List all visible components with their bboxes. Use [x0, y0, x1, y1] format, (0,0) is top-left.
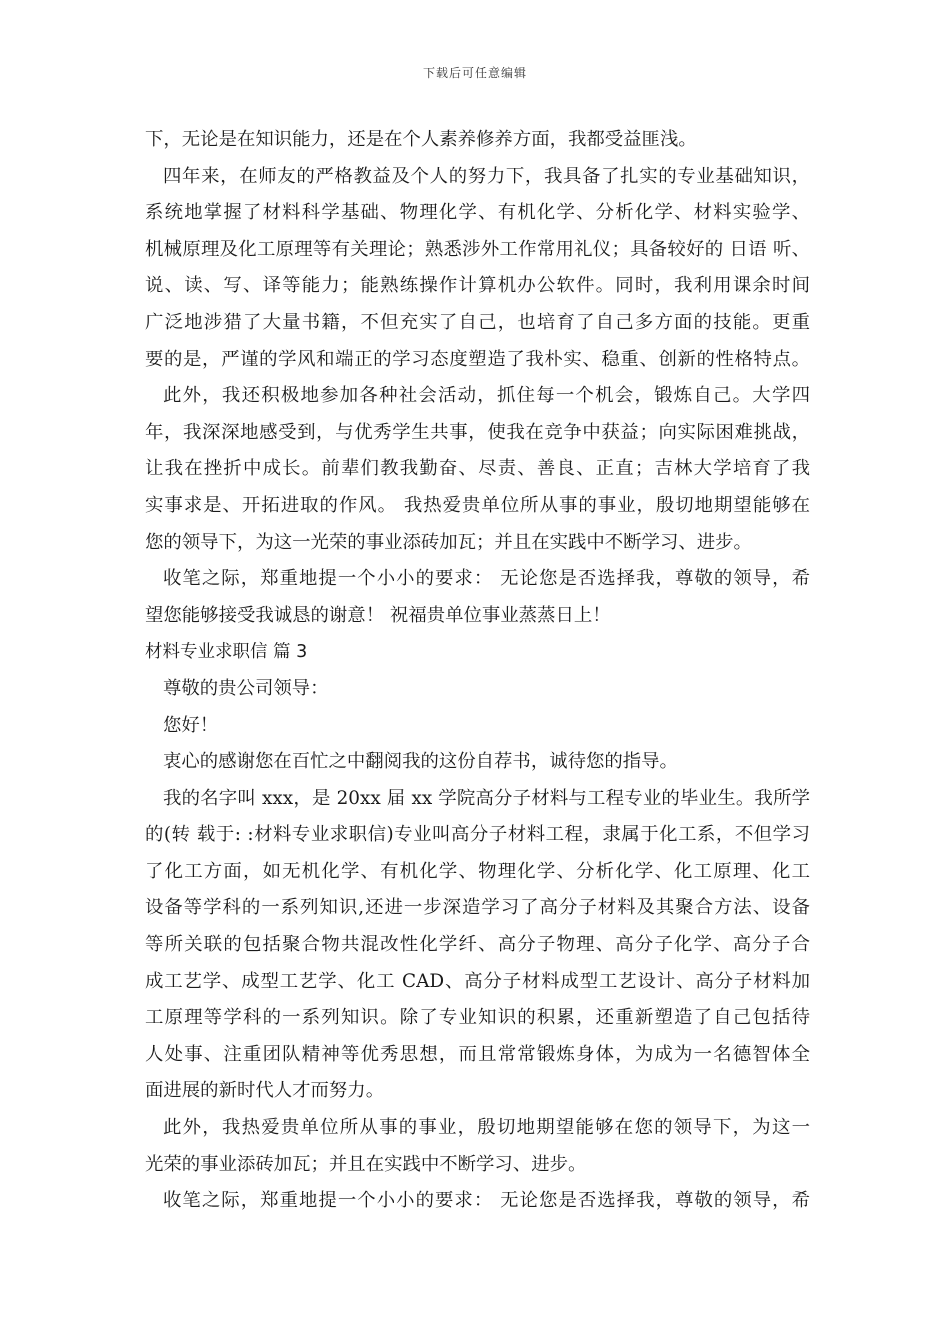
text-line: 了化工方面，如无机化学、有机化学、物理化学、分析化学、化工原理、化工: [145, 860, 810, 882]
text-line: 我的名字叫 xxx，是 20xx 届 xx 学院高分子材料与工程专业的毕业生。我所学: [163, 787, 810, 809]
text-line: 成工艺学、成型工艺学、化工 CAD、高分子材料成型工艺设计、高分子材料加: [145, 970, 810, 992]
document-body: [145, 122, 810, 1220]
page-header: 下载后可任意编辑: [422, 66, 527, 80]
text-line: 此外，我还积极地参加各种社会活动，抓住每一个机会，锻炼自己。大学四: [163, 385, 810, 407]
text-line: 等所关联的包括聚合物共混改性化学纤、高分子物理、高分子化学、高分子合: [145, 934, 810, 956]
text-line: 设备等学科的一系列知识,还进一步深造学习了高分子材料及其聚合方法、设备: [145, 897, 810, 919]
text-line: 面进展的新时代人才而努力。: [145, 1080, 385, 1102]
text-line: 要的是，严谨的学风和端正的学习态度塑造了我朴实、稳重、创新的性格特点。: [145, 348, 810, 370]
text-line: 收笔之际，郑重地提一个小小的要求： 无论您是否选择我，尊敬的领导，希: [163, 568, 810, 590]
text-line: 系统地掌握了材料科学基础、物理化学、有机化学、分析化学、材料实验学、: [145, 202, 810, 224]
text-line: 人处事、注重团队精神等优秀思想，而且常常锻炼身体，为成为一名德智体全: [145, 1043, 810, 1065]
text-line: 年，我深深地感受到，与优秀学生共事，使我在竞争中获益；向实际困难挑战，: [145, 421, 810, 443]
text-line: 的(转 载于: :材料专业求职信)专业叫高分子材料工程，隶属于化工系，不但学习: [145, 824, 810, 846]
text-line: 工原理等学科的一系列知识。除了专业知识的积累，还重新塑造了自己包括待: [145, 1007, 810, 1029]
text-line: 此外，我热爱贵单位所从事的事业，殷切地期望能够在您的领导下，为这一: [163, 1117, 810, 1139]
text-line: 四年来，在师友的严格教益及个人的努力下，我具备了扎实的专业基础知识，: [163, 165, 810, 187]
text-line: 下，无论是在知识能力，还是在个人素养修养方面，我都受益匪浅。: [145, 129, 697, 150]
text-line: 您的领导下，为这一光荣的事业添砖加瓦；并且在实践中不断学习、进步。: [145, 531, 752, 553]
text-line: 实事求是、开拓进取的作风。 我热爱贵单位所从事的事业，殷切地期望能够在: [145, 494, 810, 516]
text-line: 尊敬的贵公司领导：: [163, 677, 329, 699]
text-line: 您好！: [163, 714, 219, 736]
section-heading: 材料专业求职信 篇 3: [145, 642, 308, 663]
text-line: 说、读、写、译等能力；能熟练操作计算机办公软件。同时，我利用课余时间: [145, 275, 810, 297]
text-line: 望您能够接受我诚恳的谢意！ 祝福贵单位事业蒸蒸日上！: [145, 604, 611, 626]
text-line: 收笔之际，郑重地提一个小小的要求： 无论您是否选择我，尊敬的领导，希: [163, 1190, 810, 1212]
text-line: 广泛地涉猎了大量书籍，不但充实了自己，也培育了自己多方面的技能。更重: [145, 311, 810, 333]
text-line: 衷心的感谢您在百忙之中翻阅我的这份自荐书，诚待您的指导。: [163, 751, 678, 773]
text-line: 光荣的事业添砖加瓦；并且在实践中不断学习、进步。: [145, 1153, 587, 1175]
text-line: 让我在挫折中成长。前辈们教我勤奋、尽责、善良、正直；吉林大学培育了我: [145, 458, 810, 480]
text-line: 机械原理及化工原理等有关理论；熟悉涉外工作常用礼仪；具备较好的 日语 听、: [145, 238, 810, 260]
